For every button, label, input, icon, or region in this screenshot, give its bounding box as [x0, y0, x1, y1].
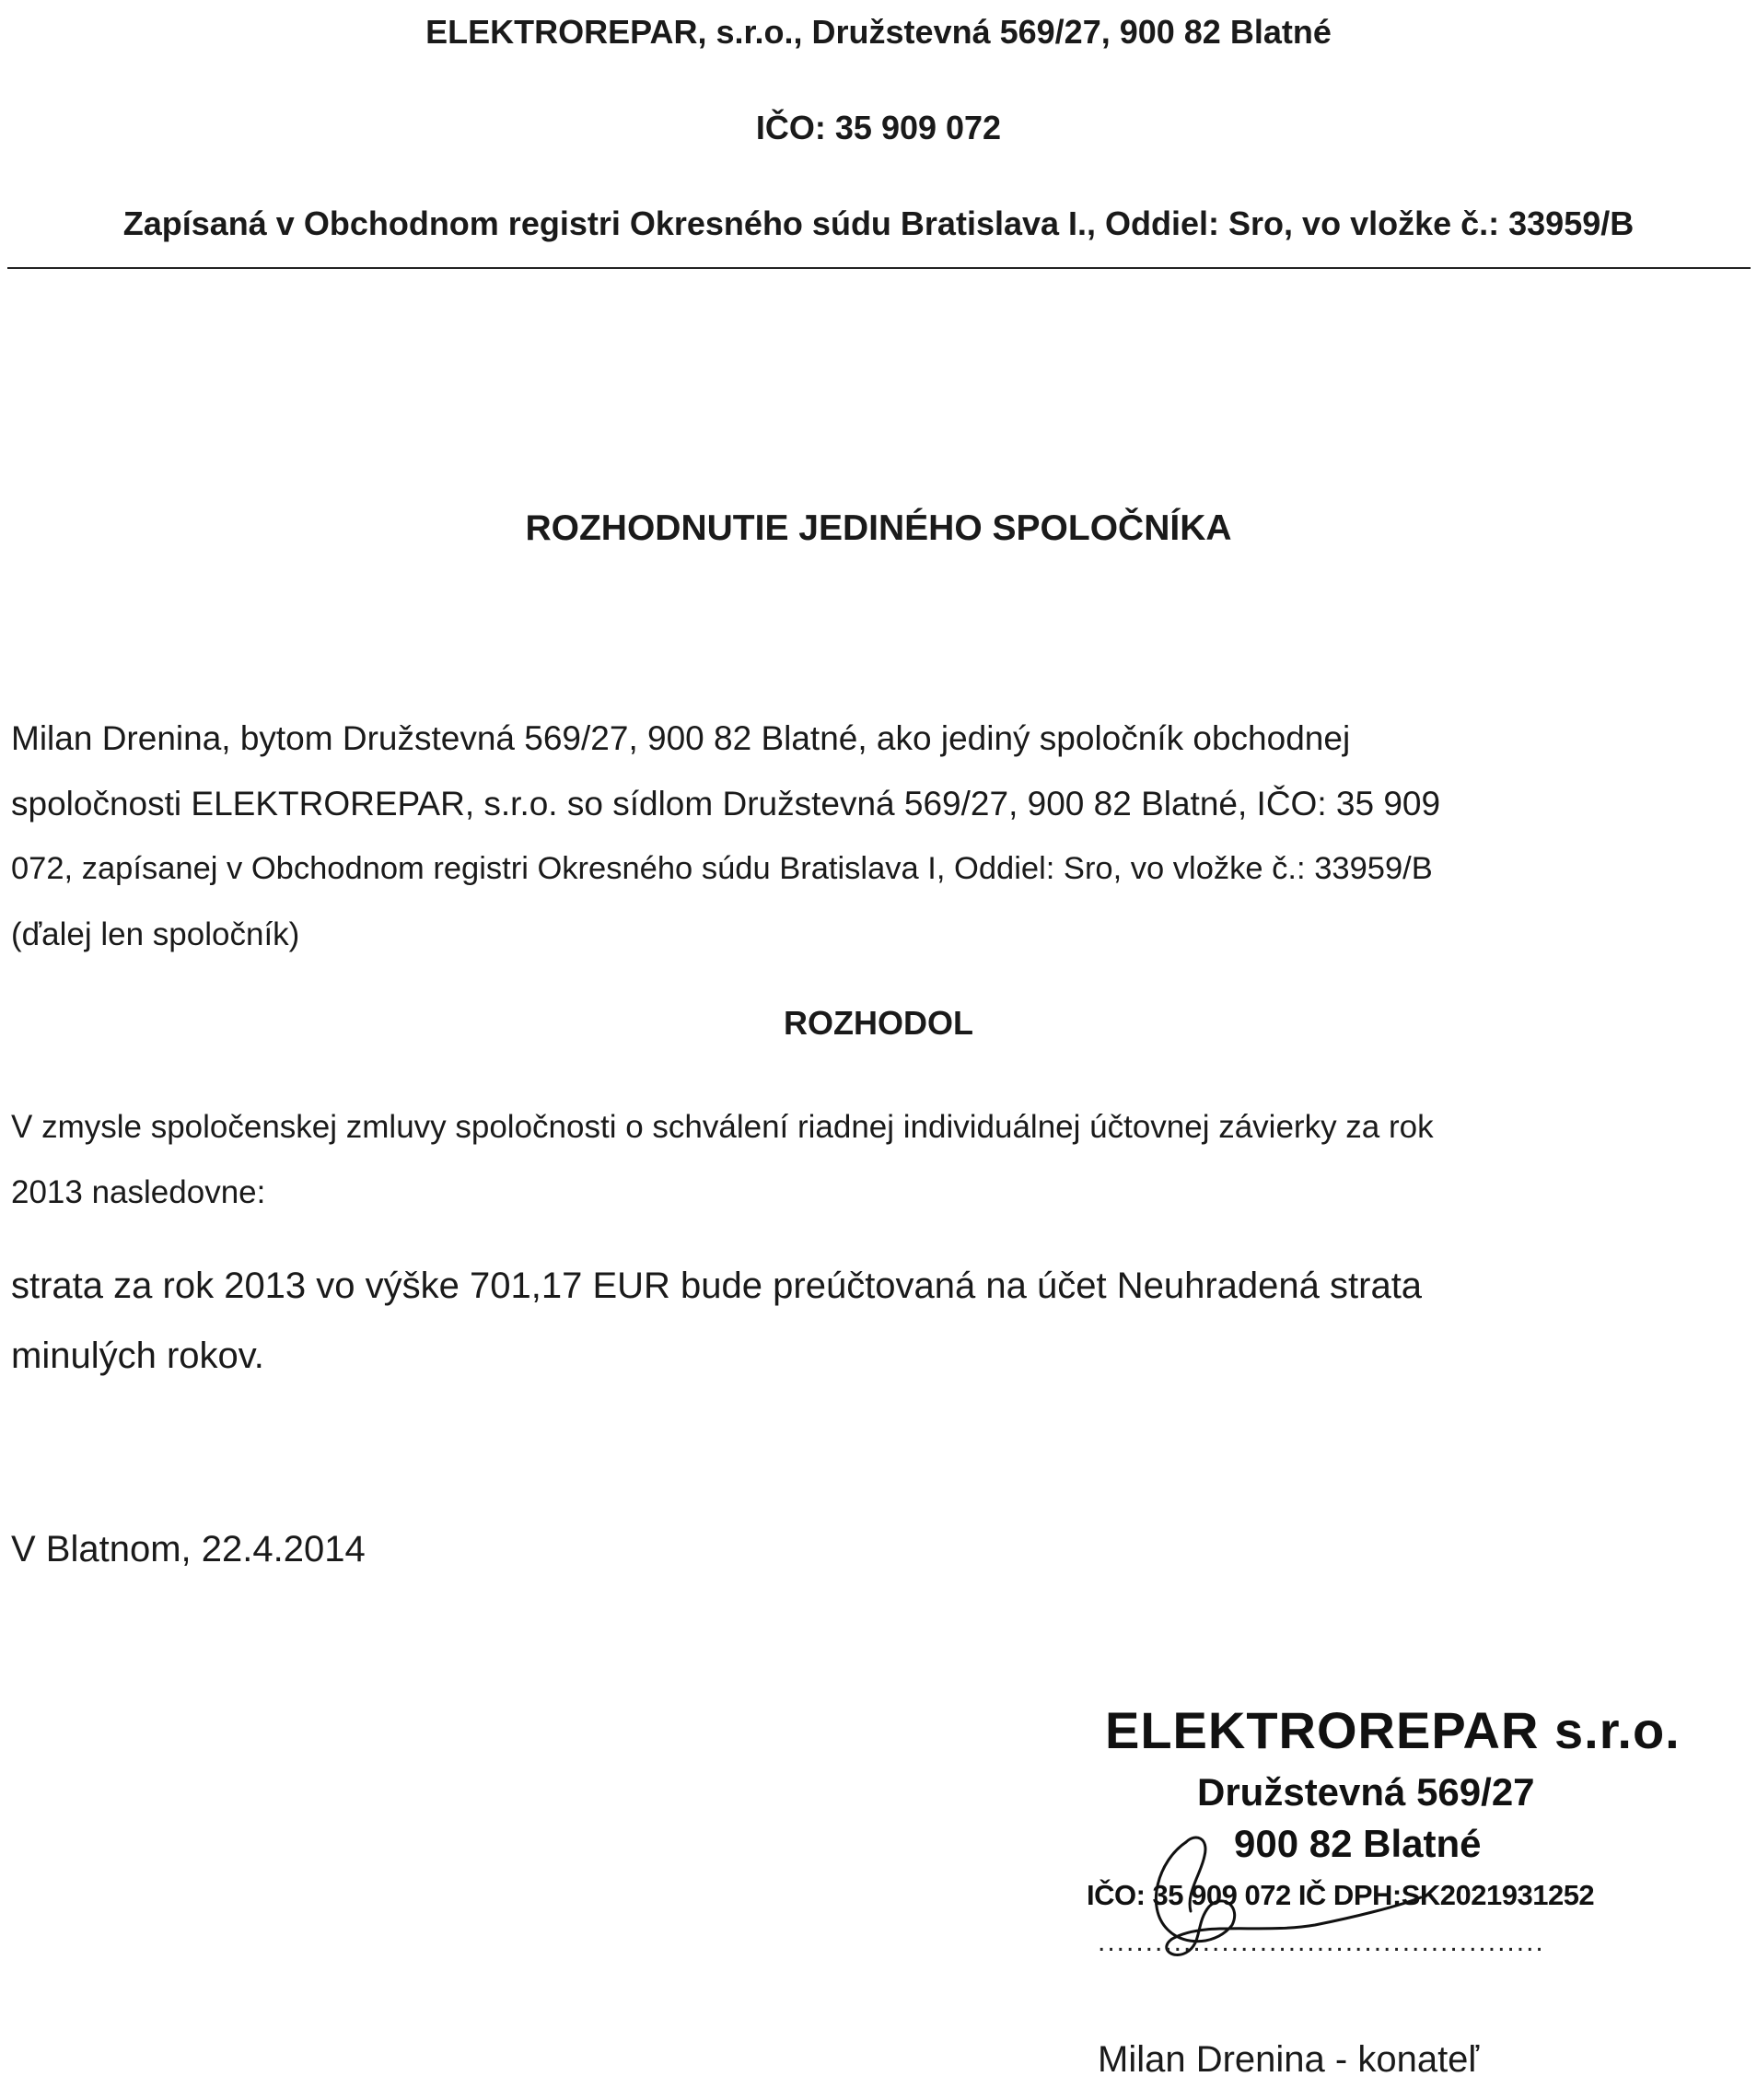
document-title: ROZHODNUTIE JEDINÉHO SPOLOČNÍKA [525, 508, 1232, 548]
intro-paragraph [11, 706, 1742, 967]
header-divider [7, 267, 1751, 269]
stamp-city: 900 82 Blatné [1234, 1822, 1482, 1865]
place-and-date: V Blatnom, 22.4.2014 [11, 1529, 366, 1569]
intro-line: (ďalej len spoločník) [11, 916, 300, 952]
intro-line: Milan Drenina, bytom Družstevná 569/27, 900 82 Blatné, ako jediný spoločník obchodnej [11, 719, 1351, 757]
loss-line: strata za rok 2013 vo výške 701,17 EUR bude preúčtovaná na účet Neuhradená strata [11, 1266, 1423, 1306]
loss-paragraph [11, 1251, 1742, 1391]
intro-line: 072, zapísanej v Obchodnom registri Okresného súdu Bratislava I, Oddiel: Sro, vo vložke č.: 33959/B [11, 851, 1433, 886]
company-header-address: ELEKTROREPAR, s.r.o., Družstevná 569/27, 900 82 Blatné [425, 13, 1332, 51]
company-header-ico: IČO: 35 909 072 [755, 109, 1002, 146]
loss-line: minulých rokov. [11, 1336, 264, 1376]
resolution-line: V zmysle spoločenskej zmluvy spoločnosti o schválení riadnej individuálnej účtovnej závierky za rok [11, 1109, 1434, 1145]
stamp-ids: IČO: 35 909 072 IČ DPH:SK2021931252 [1087, 1879, 1595, 1911]
resolution-line: 2013 nasledovne: [11, 1174, 266, 1210]
company-header-registration: Zapísaná v Obchodnom registri Okresného súdu Bratislava I., Oddiel: Sro, vo vložke č.: 33959/B [122, 204, 1635, 242]
stamp-company-name: ELEKTROREPAR s.r.o. [1105, 1701, 1681, 1759]
resolution-paragraph [11, 1094, 1742, 1225]
signature-line: ............................................... [1098, 1927, 1545, 1957]
decision-heading: ROZHODOL [784, 1004, 973, 1042]
signer-name: Milan Drenina - konateľ [1098, 2039, 1480, 2080]
stamp-street: Družstevná 569/27 [1197, 1770, 1535, 1814]
intro-line: spoločnosti ELEKTROREPAR, s.r.o. so sídlom Družstevná 569/27, 900 82 Blatné, IČO: 35 909 [11, 785, 1441, 822]
